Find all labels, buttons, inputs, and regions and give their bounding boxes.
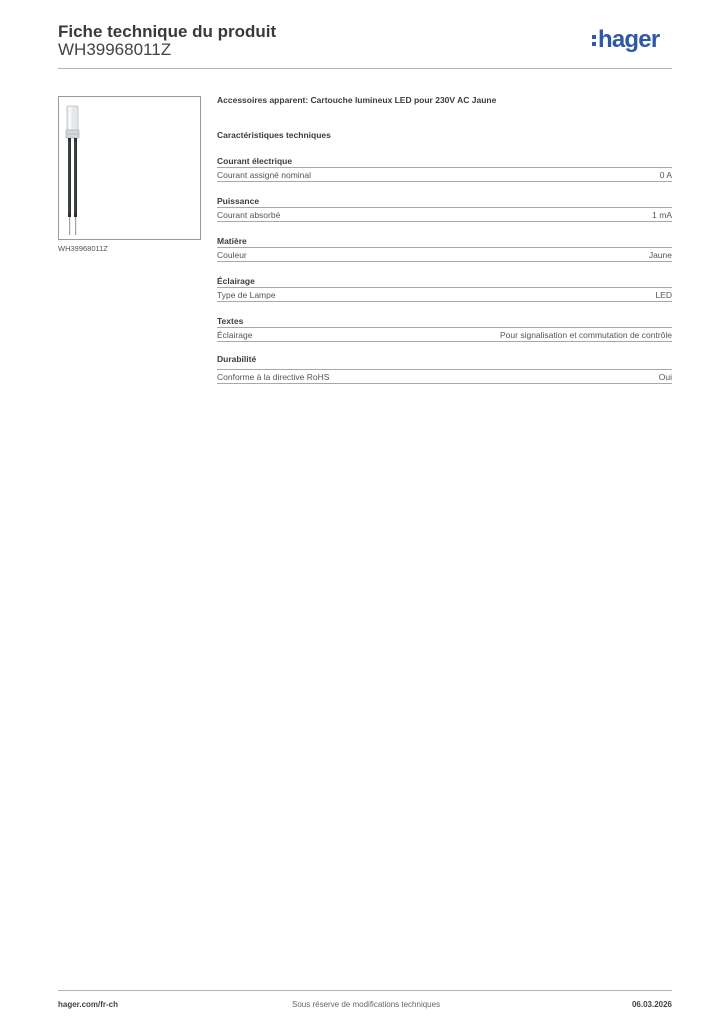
spec-group-title: Matière — [217, 236, 247, 246]
spec-label: Couleur — [217, 250, 247, 260]
spec-value: LED — [655, 290, 672, 300]
spec-value: Pour signalisation et commutation de contrôle — [500, 330, 672, 340]
document-title: Fiche technique du produit — [58, 22, 277, 41]
spec-group-power — [217, 195, 672, 222]
product-description: Accessoires apparent: Cartouche lumineux LED pour 230V AC Jaune — [217, 95, 497, 105]
spec-group-title: Éclairage — [217, 276, 255, 286]
specs-heading: Caractéristiques techniques — [217, 130, 331, 140]
spec-group-texts — [217, 315, 672, 342]
spec-row — [217, 369, 672, 384]
spec-row — [217, 327, 672, 342]
spec-group-durability — [217, 353, 672, 384]
spec-group-electric-current — [217, 155, 672, 182]
spec-row — [217, 167, 672, 182]
spec-row — [217, 287, 672, 302]
spec-value: 0 A — [659, 170, 672, 180]
spec-group-lighting — [217, 275, 672, 302]
spec-group-title: Durabilité — [217, 354, 257, 364]
spec-group-title: Courant électrique — [217, 156, 293, 166]
spec-label: Conforme à la directive RoHS — [217, 372, 330, 382]
footer-website: hager.com/fr-ch — [58, 1000, 119, 1009]
spec-value: Oui — [658, 372, 672, 382]
spec-label: Éclairage — [217, 330, 253, 340]
spec-row — [217, 247, 672, 262]
spec-label: Courant absorbé — [217, 210, 281, 220]
product-image — [58, 96, 201, 240]
spec-row — [217, 207, 672, 222]
footer-date: 06.03.2026 — [631, 1000, 672, 1009]
page-header — [58, 20, 672, 69]
specifications-section — [217, 95, 672, 384]
product-code: WH39968011Z — [58, 40, 172, 59]
spec-value: 1 mA — [652, 210, 672, 220]
spec-value: Jaune — [648, 250, 672, 260]
hager-logo-mark — [592, 27, 672, 53]
page-footer — [58, 990, 672, 1009]
hager-logo — [592, 27, 672, 53]
spec-group-material — [217, 235, 672, 262]
logo-wordmark: hager — [598, 27, 660, 53]
spec-group-title: Textes — [217, 316, 244, 326]
spec-label: Courant assigné nominal — [217, 170, 312, 180]
product-image-caption: WH39968011Z — [58, 244, 108, 253]
spec-group-title: Puissance — [217, 196, 260, 206]
footer-notice: Sous réserve de modifications techniques — [292, 1000, 441, 1009]
led-cartridge-illustration — [59, 97, 202, 241]
spec-label: Type de Lampe — [217, 290, 276, 300]
